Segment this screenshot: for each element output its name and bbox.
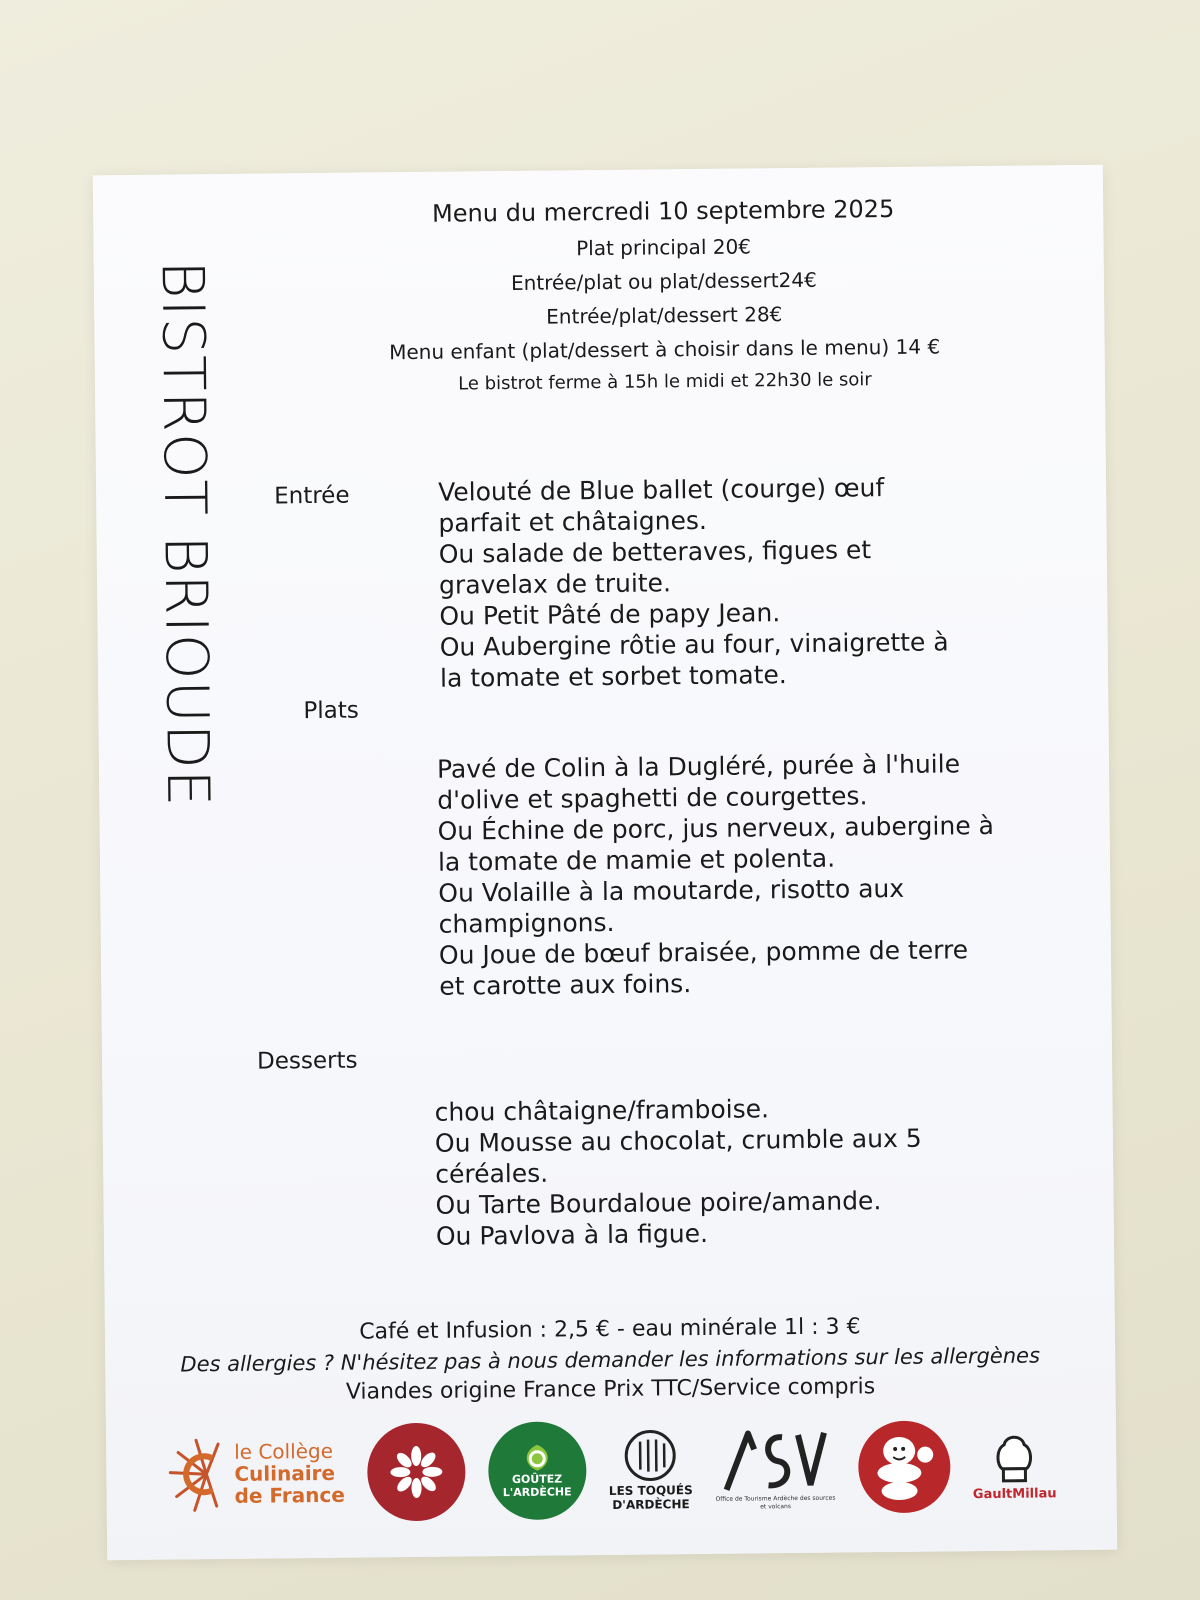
leaf-icon <box>519 1443 555 1473</box>
menu-line: la tomate et sorbet tomate. <box>439 660 787 693</box>
menu-line: Ou salade de betteraves, figues et <box>438 535 872 569</box>
section-items-desserts <box>434 1091 996 1252</box>
college-line: de France <box>234 1482 345 1508</box>
menu-line: Pavé de Colin à la Dugléré, purée à l'huile <box>436 749 961 784</box>
price-two-courses: Entrée/plat ou plat/dessert24€ <box>510 267 817 295</box>
price-three-courses: Entrée/plat/dessert 28€ <box>546 302 783 329</box>
menu-line: gravelax de truite. <box>438 568 672 600</box>
menu-line: champignons. <box>438 907 615 939</box>
opening-hours: Le bistrot ferme à 15h le midi et 22h30 le soir <box>458 369 872 395</box>
allergy-notice: Des allergies ? N'hésitez pas à nous demander les informations sur les allergènes <box>180 1343 1041 1377</box>
menu-line: Ou Aubergine rôtie au four, vinaigrette à <box>439 627 949 662</box>
partner-logos <box>166 1410 1057 1529</box>
menu-line: d'olive et spaghetti de courgettes. <box>437 781 868 815</box>
college-line: le Collège <box>234 1438 334 1464</box>
college-culinaire-logo <box>166 1433 345 1515</box>
menu-line: la tomate de mamie et polenta. <box>437 843 836 877</box>
michelin-logo <box>857 1420 950 1513</box>
michelin-man-icon <box>868 1429 939 1506</box>
gault-millau-logo <box>972 1430 1056 1502</box>
menu-line: parfait et châtaignes. <box>438 505 708 538</box>
menu-line: Ou Joue de bœuf braisée, pomme de terre <box>438 935 969 970</box>
menu-line: Ou Petit Pâté de papy Jean. <box>439 598 781 631</box>
gault-millau-text: GaultMillau <box>972 1485 1057 1502</box>
asv-tourisme-logo <box>715 1425 836 1512</box>
college-text <box>234 1440 345 1507</box>
toques-line: D'ARDÈCHE <box>612 1497 690 1512</box>
goutez-line: L'ARDÈCHE <box>502 1485 572 1500</box>
menu-line: chou châtaigne/framboise. <box>434 1094 770 1127</box>
menu-paper <box>93 165 1117 1561</box>
asv-mark-icon <box>720 1425 831 1496</box>
price-kids-menu: Menu enfant (plat/dessert à choisir dans le menu) 14 € <box>389 334 941 365</box>
goutez-line: GOÛTEZ <box>511 1472 563 1487</box>
toque-icon <box>994 1430 1035 1486</box>
chef-hat-icon <box>622 1427 679 1484</box>
etape-savoureuse-logo <box>367 1422 466 1521</box>
menu-line: Ou Pavlova à la figue. <box>435 1218 709 1251</box>
goutez-ardeche-logo <box>487 1421 586 1520</box>
drinks-prices: Café et Infusion : 2,5 € - eau minérale 1l : 3 € <box>359 1314 861 1345</box>
price-main-dish: Plat principal 20€ <box>576 234 752 261</box>
toques-ardeche-logo <box>608 1427 693 1512</box>
restaurant-name: BISTROT BRIOUDE <box>148 260 223 808</box>
menu-line: Ou Tarte Bourdaloue poire/amande. <box>435 1186 882 1220</box>
menu-line: Ou Volaille à la moutarde, risotto aux <box>438 873 905 908</box>
menu-line: céréales. <box>435 1158 549 1189</box>
sunburst-icon <box>166 1434 227 1515</box>
origin-notice: Viandes origine France Prix TTC/Service compris <box>345 1374 876 1405</box>
asv-caption: Office de Tourisme Ardèche des sources et volcans <box>715 1494 836 1511</box>
section-label-plats: Plats <box>303 697 359 725</box>
menu-line: et carotte aux foins. <box>439 969 692 1001</box>
menu-header <box>263 193 1065 396</box>
menu-line: Velouté de Blue ballet (courge) œuf <box>437 473 885 507</box>
college-line: Culinaire <box>234 1460 336 1486</box>
section-items-plats <box>437 748 1000 1002</box>
section-label-desserts: Desserts <box>256 1047 358 1075</box>
menu-footer <box>105 1310 1116 1411</box>
menu-line: Ou Mousse au chocolat, crumble aux 5 <box>434 1123 922 1158</box>
toques-line: LES TOQUÉS <box>608 1483 693 1498</box>
section-items-entree <box>438 471 1000 694</box>
section-label-entree: Entrée <box>274 482 350 510</box>
menu-line: Ou Échine de porc, jus nerveux, aubergine à <box>437 810 995 846</box>
menu-title: Menu du mercredi 10 septembre 2025 <box>431 194 895 228</box>
flower-icon <box>388 1444 445 1501</box>
